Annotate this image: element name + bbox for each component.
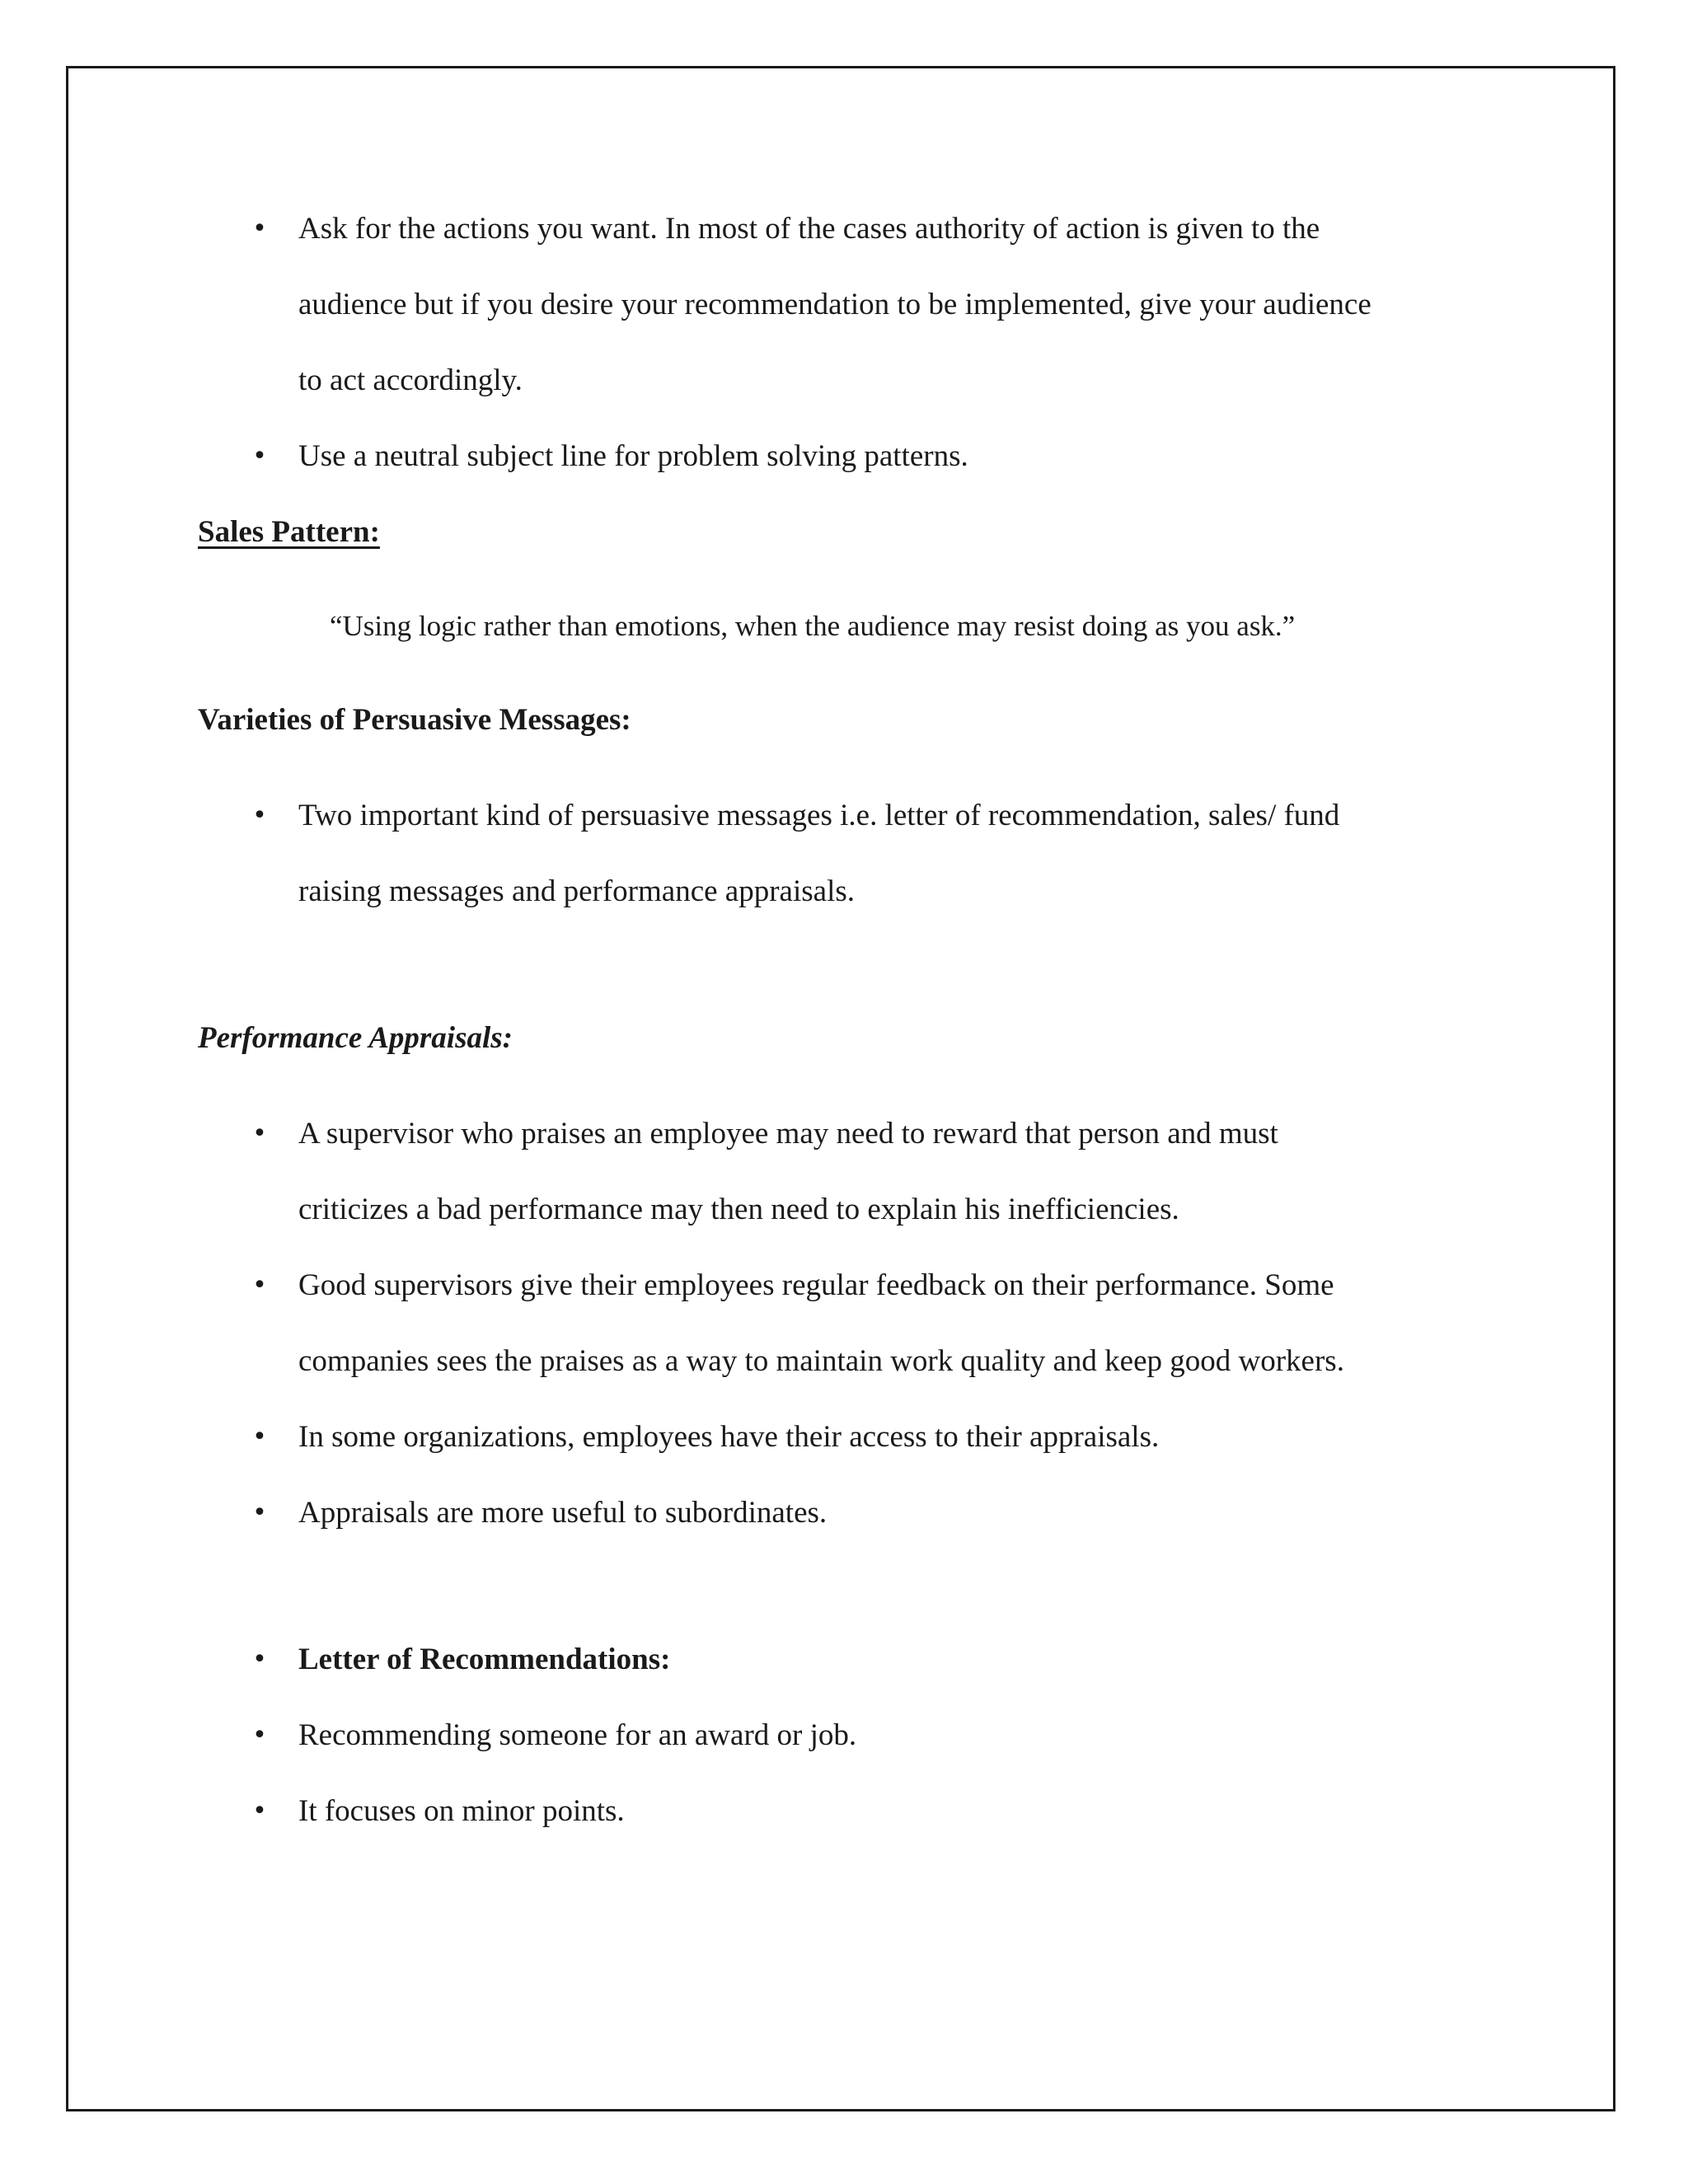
bullet-icon: • xyxy=(252,1721,267,1750)
list-item xyxy=(198,419,1484,494)
section-heading-sales-pattern xyxy=(198,494,1484,570)
bullet-icon: • xyxy=(252,1645,267,1674)
list-item-line: audience but if you desire your recommendation to be implemented, give your audience xyxy=(298,288,1372,321)
bullet-icon: • xyxy=(252,801,267,830)
bullet-icon: • xyxy=(252,1797,267,1825)
bullet-icon: • xyxy=(252,1119,267,1148)
list-item xyxy=(198,1399,1484,1475)
bullet-icon: • xyxy=(252,1422,267,1451)
list-item-line: Recommending someone for an award or job. xyxy=(298,1718,857,1752)
list-item-line: Use a neutral subject line for problem solving patterns. xyxy=(298,439,968,473)
list-item xyxy=(198,1774,1484,1849)
list-item-line: raising messages and performance appraisals. xyxy=(298,874,855,908)
list-item xyxy=(198,1698,1484,1774)
list-item-line: Appraisals are more useful to subordinates. xyxy=(298,1496,828,1530)
bullet-icon: • xyxy=(252,214,267,243)
list-item-heading-recommendations xyxy=(198,1622,1484,1698)
section-heading-varieties: Varieties of Persuasive Messages: xyxy=(198,703,631,737)
sales-pattern-quote: “Using logic rather than emotions, when the audience may resist doing as you ask.” xyxy=(330,610,1296,642)
section-heading-performance-appraisals: Performance Appraisals: xyxy=(198,1021,513,1055)
list-item xyxy=(198,1248,1484,1399)
heading-text: Sales Pattern: xyxy=(198,515,380,549)
list-item-line: In some organizations, employees have their access to their appraisals. xyxy=(298,1420,1160,1454)
list-item xyxy=(198,778,1484,930)
list-item-line: criticizes a bad performance may then need to explain his inefficiencies. xyxy=(298,1193,1179,1226)
list-item xyxy=(198,1475,1484,1551)
list-item-line: Ask for the actions you want. In most of the cases authority of action is given to the xyxy=(298,212,1320,246)
section-heading-recommendations: Letter of Recommendations: xyxy=(298,1643,671,1676)
bullet-icon: • xyxy=(252,442,267,471)
list-item-line: A supervisor who praises an employee may need to reward that person and must xyxy=(298,1117,1278,1151)
list-item-line: to act accordingly. xyxy=(298,363,523,397)
document-body xyxy=(198,191,1484,1849)
bullet-icon: • xyxy=(252,1498,267,1527)
list-item-line: Good supervisors give their employees regular feedback on their performance. Some xyxy=(298,1268,1334,1302)
list-item-line: It focuses on minor points. xyxy=(298,1794,625,1828)
list-item-line: Two important kind of persuasive messages i.e. letter of recommendation, sales/ fund xyxy=(298,799,1340,832)
list-item xyxy=(198,1096,1484,1248)
bullet-icon: • xyxy=(252,1271,267,1300)
list-item-line: companies sees the praises as a way to maintain work quality and keep good workers. xyxy=(298,1344,1344,1378)
list-item xyxy=(198,191,1484,419)
